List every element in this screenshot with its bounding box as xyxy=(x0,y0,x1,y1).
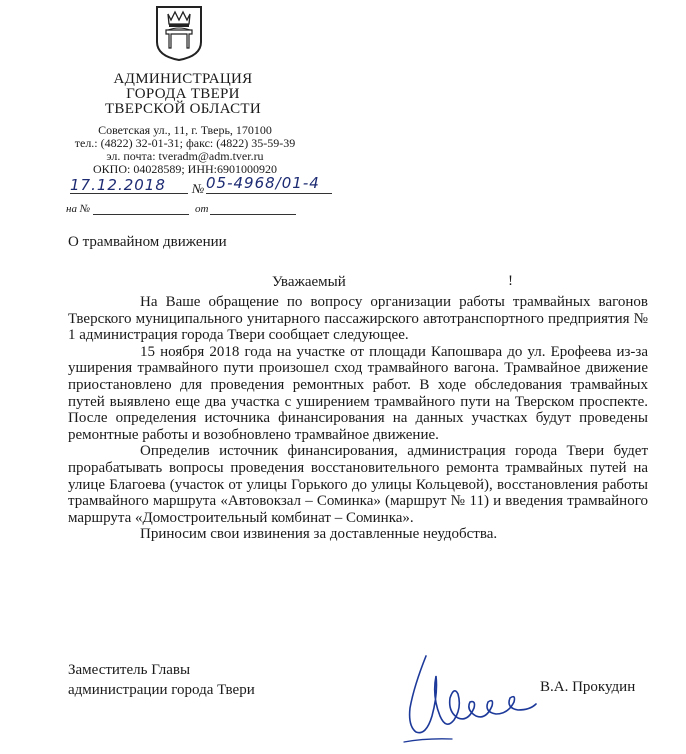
org-line: ГОРОДА ТВЕРИ xyxy=(126,86,240,102)
tver-coat-of-arms-icon xyxy=(154,4,204,62)
salutation: Уважаемый xyxy=(272,274,346,290)
number-underline xyxy=(206,193,332,194)
paragraph: Определив источник финансирования, администрация города Твери будет прорабатывать вопросы проведения восстановительного ремонта трамвайных путей на улице Благоева (участок от улицы Горького до улицы Кольцевой), восстановления работы трамвайного маршрута «Автовокзал – Соминка» (маршрут № 11) и введения трамвайного маршрута «Домостроительный комбинат – Соминка». xyxy=(68,443,648,526)
email: эл. почта: tveradm@adm.tver.ru xyxy=(106,149,264,163)
letter-body xyxy=(68,294,648,543)
letter-subject: О трамвайном движении xyxy=(68,234,227,250)
date-underline xyxy=(70,193,188,194)
position-line: администрации города Твери xyxy=(68,682,255,698)
paragraph: 15 ноября 2018 года на участке от площади Капошвара до ул. Ерофеева из-за уширения трамвайного пути произошел сход трамвайного вагона. Трамвайное движение приостановлено для проведения ремонтных работ. В ходе обследования трамвайных путей выявлено еще два участка с уширением трамвайного пути на Тверском проспекте. После определения источника финансирования на данных участках будут проведены ремонтные работы и возобновлено трамвайное движение. xyxy=(68,343,648,443)
registration-date: 17.12.2018 xyxy=(70,176,166,194)
codes: ОКПО: 04028589; ИНН:6901000920 xyxy=(92,162,277,176)
reply-number-label: на № xyxy=(66,203,91,215)
paragraph: На Ваше обращение по вопросу организации работы трамвайных вагонов Тверского муниципального унитарного пассажирского автотранспортного предприятия № 1 администрация города Твери сообщает следующее. xyxy=(68,294,648,344)
reply-from-label: от xyxy=(195,203,209,215)
address: Советская ул., 11, г. Тверь, 170100 xyxy=(98,123,272,137)
reply-date-field xyxy=(210,214,296,215)
signatory-name: В.А. Прокудин xyxy=(540,679,636,695)
salutation-ending: ! xyxy=(508,273,513,289)
signatory-position xyxy=(68,660,255,700)
position-line: Заместитель Главы xyxy=(68,662,191,678)
phone: тел.: (4822) 32-01-31; факс: (4822) 35-59-39 xyxy=(74,136,296,150)
paragraph: Приносим свои извинения за доставленные неудобства. xyxy=(140,526,498,543)
organization-name xyxy=(98,72,268,117)
number-sign: № xyxy=(192,181,205,196)
org-line: ТВЕРСКОЙ ОБЛАСТИ xyxy=(104,101,262,117)
reply-number-field xyxy=(93,214,189,215)
org-line: АДМИНИСТРАЦИЯ xyxy=(113,71,253,87)
handwritten-signature-icon xyxy=(396,646,546,746)
registration-number: 05-4968/01-4 xyxy=(206,174,320,192)
contact-details xyxy=(70,124,300,176)
